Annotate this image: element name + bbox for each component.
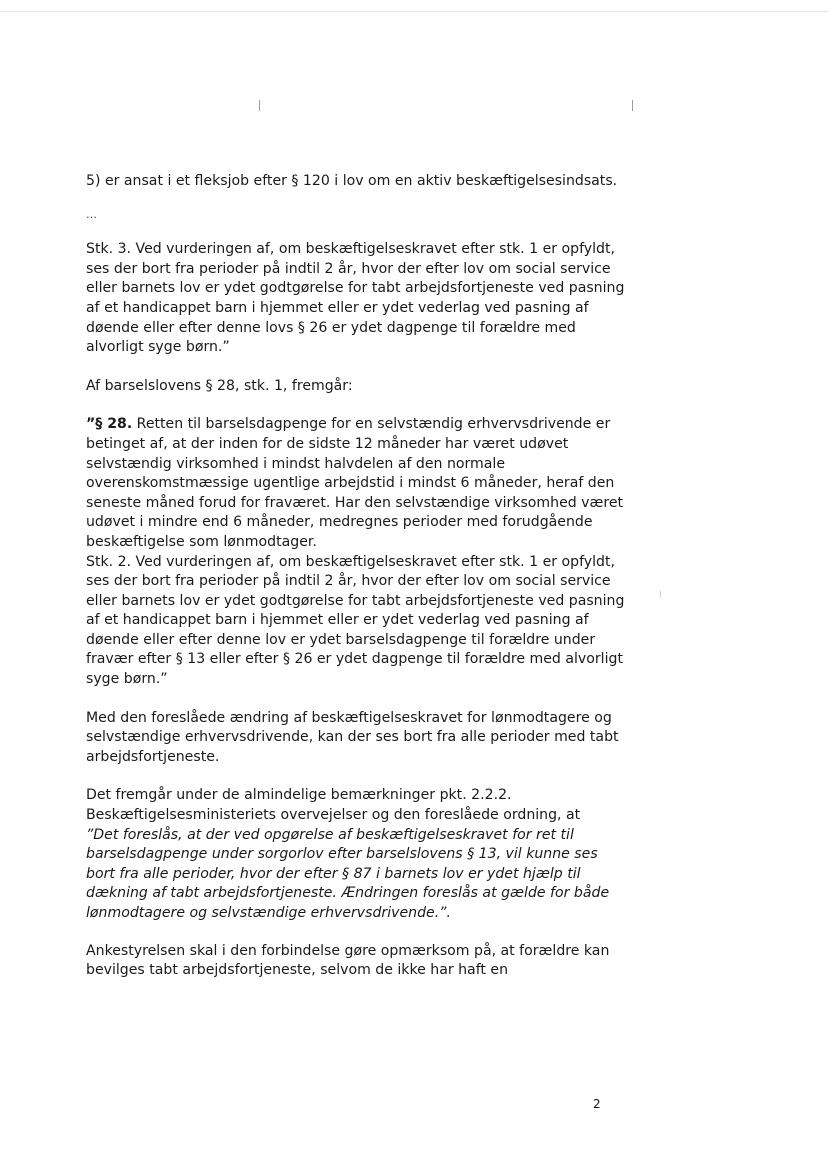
- scan-mark: [259, 100, 260, 111]
- remarks-line-2: Beskæftigelsesministeriets overvejelser og den foreslåede ordning, at: [86, 807, 581, 824]
- paragraph-closing: Ankestyrelsen skal i den forbindelse gøre opmærksom på, at forældre kan bevilges tabt arbejdsfortjeneste, selvom de ikke har haft en: [86, 942, 610, 979]
- remarks-quote: ”Det foreslås, at der ved opgørelse af beskæftigelseskravet for ret til barselsdagpenge under sorgorlov efter barselslovens § 13, vil kunne ses bort fra alle perioder, hvor der efter § 87 i barnets lov er ydet hjælp til dækning af tabt arbejdsfortjeneste. Ændringen foreslås at gælde for både lønmodtagere og selvstændige erhvervsdrivende.”.: [86, 826, 610, 921]
- section-28-heading: ”§ 28.: [86, 416, 133, 433]
- page-number: 2: [593, 1097, 601, 1111]
- scan-top-edge: [0, 11, 828, 12]
- ellipsis: …: [86, 207, 97, 221]
- remarks-line-1: Det fremgår under de almindelige bemærkninger pkt. 2.2.2.: [86, 787, 512, 804]
- paragraph-remarks: [86, 786, 626, 923]
- section-28-text: Retten til barselsdagpenge for en selvstændig erhvervsdrivende er betinget af, at der inden for de sidste 12 måneder har været udøvet selvstændig virksomhed i mindst halvdelen af den normale overenskomstmæssige ugentlige arbejdstid i mindst 6 måneder, heraf den seneste måned forud for fraværet. Har den selvstændige virksomhed været udøvet i mindre end 6 måneder, medregnes perioder med forudgående beskæftigelse som lønmodtager.: [86, 416, 624, 550]
- paragraph-intro-28: Af barselslovens § 28, stk. 1, fremgår:: [86, 377, 353, 394]
- scan-speck: [660, 591, 661, 597]
- paragraph-item-5: 5) er ansat i et fleksjob efter § 120 i lov om en aktiv beskæftigelsesindsats.: [86, 173, 618, 189]
- paragraph-proposal: Med den foreslåede ændring af beskæftigelseskravet for lønmodtagere og selvstændige erhvervsdrivende, kan der ses bort fra alle perioder med tabt arbejdsfortjeneste.: [86, 709, 619, 765]
- paragraph-stk3: Stk. 3. Ved vurderingen af, om beskæftigelseskravet efter stk. 1 er opfyldt, ses der bort fra perioder på indtil 2 år, hvor der efter lov om social service eller barnets lov er ydet godtgørelse for tabt arbejdsfortjeneste ved pasning af et handicappet barn i hjemmet eller er ydet vederlag ved pasning af døende eller efter denne lovs § 26 er ydet dagpenge til forældre med alvorligt syge børn.”: [86, 241, 625, 356]
- paragraph-section-28-stk2: Stk. 2. Ved vurderingen af, om beskæftigelseskravet efter stk. 1 er opfyldt, ses der bort fra perioder på indtil 2 år, hvor der efter lov om social service eller barnets lov er ydet godtgørelse for tabt arbejdsfortjeneste ved pasning af et handicappet barn i hjemmet eller er ydet vederlag ved pasning af døende eller efter denne lov er ydet barselsdagpenge til forældre under fravær efter § 13 eller efter § 26 er ydet dagpenge til forældre med alvorligt syge børn.”: [86, 553, 625, 688]
- scan-mark: [632, 100, 633, 111]
- document-body: [86, 172, 626, 981]
- paragraph-section-28: [86, 415, 626, 552]
